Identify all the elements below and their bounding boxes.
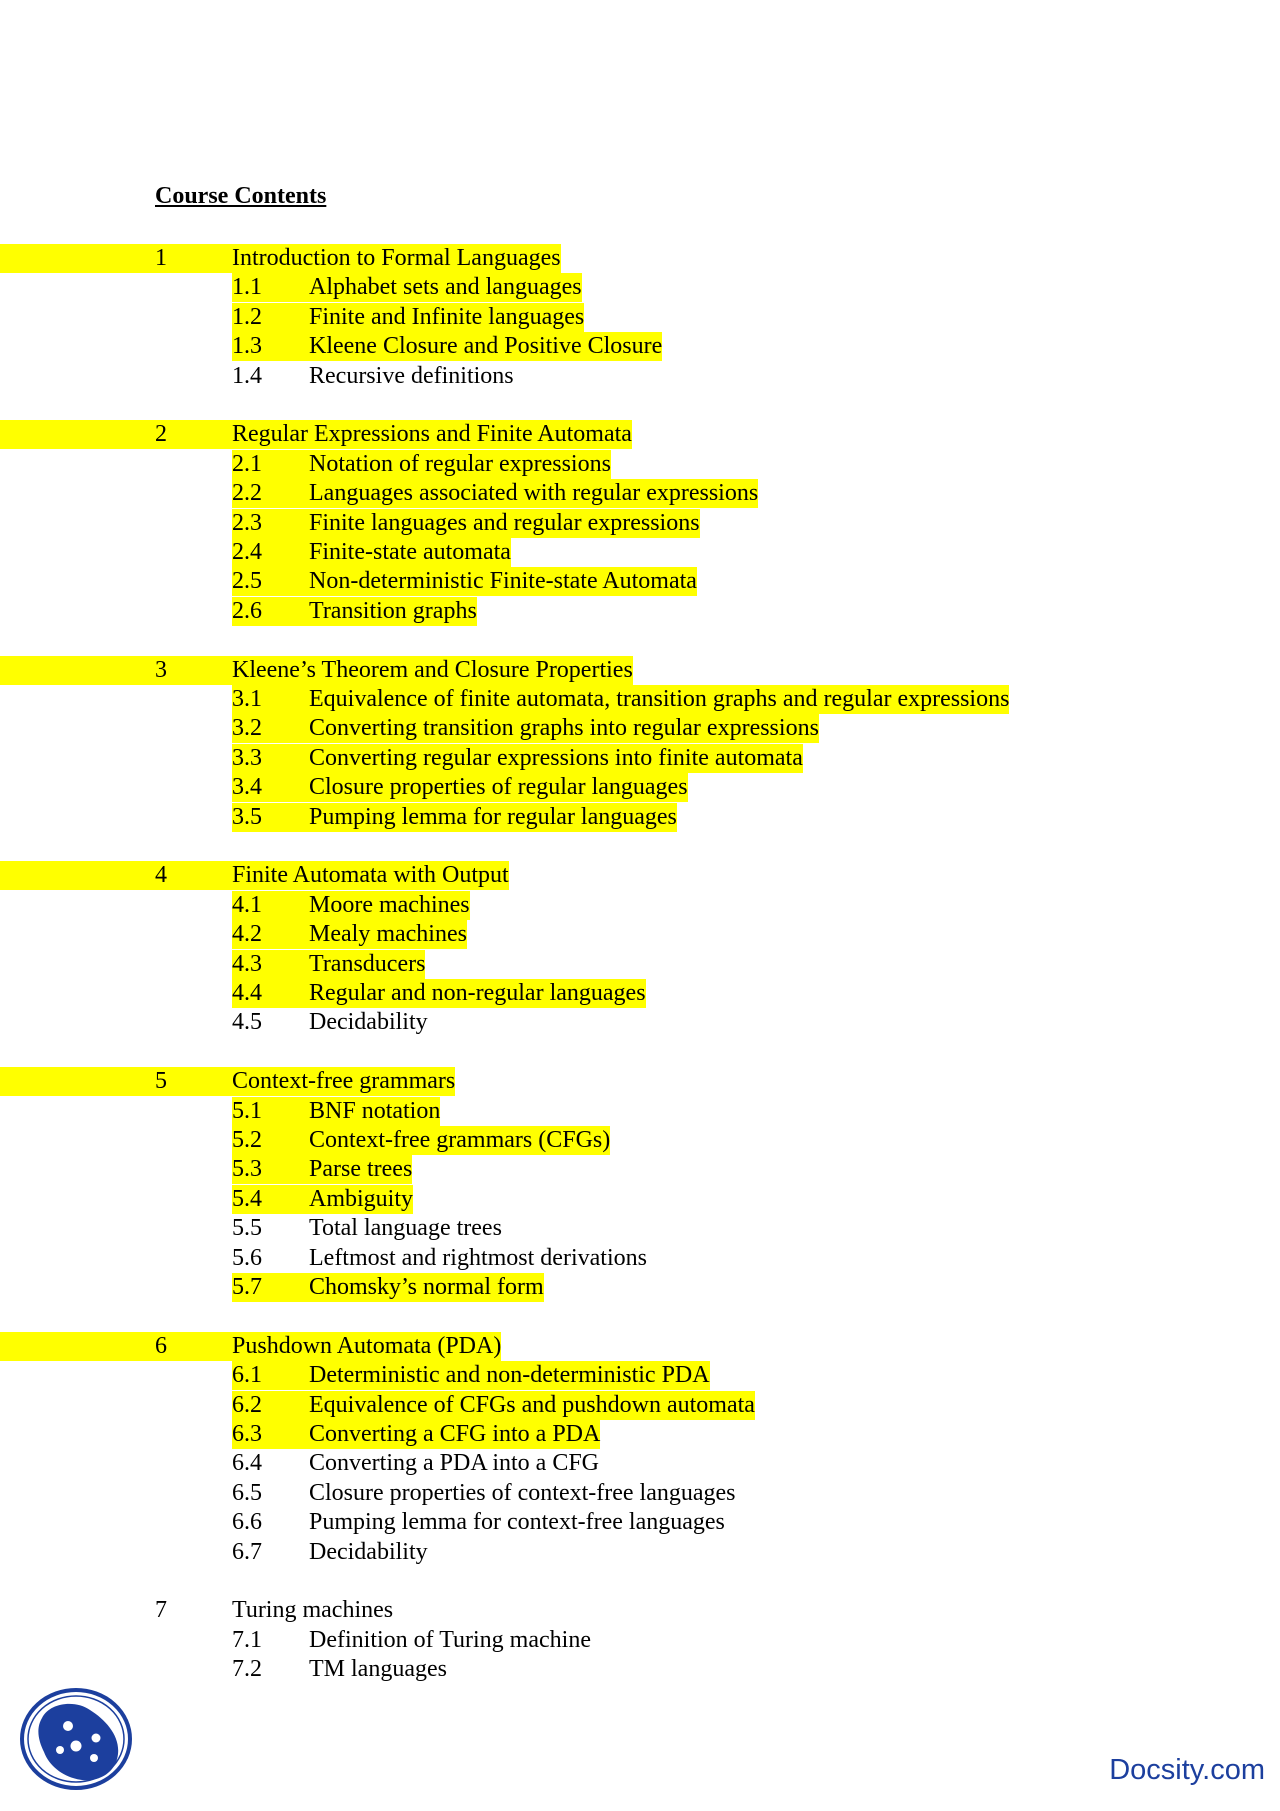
- section-row: [232, 1420, 600, 1449]
- section-highlight: [232, 1420, 600, 1449]
- section-row: [232, 1391, 755, 1420]
- section-row: [232, 891, 470, 920]
- section-row: [232, 1361, 710, 1390]
- section-title: Closure properties of regular languages: [309, 774, 688, 801]
- section-highlight: [232, 1479, 736, 1508]
- chapter-row: [155, 1332, 501, 1361]
- section-row: [232, 773, 688, 802]
- section-title: Parse trees: [309, 1156, 413, 1183]
- section-title: TM languages: [309, 1656, 447, 1683]
- section-highlight: [232, 1449, 599, 1478]
- section-number: 5.5: [232, 1215, 262, 1242]
- section-title: Transducers: [309, 950, 426, 977]
- section-title: BNF notation: [309, 1097, 441, 1124]
- section-title: Transition graphs: [309, 597, 477, 624]
- chapter-title: Regular Expressions and Finite Automata: [232, 421, 632, 448]
- section-number: 6.5: [232, 1479, 262, 1506]
- chapter-number: 6: [155, 1332, 167, 1359]
- section-number: 5.1: [232, 1097, 262, 1124]
- chapter-highlight: [0, 1596, 393, 1625]
- section-row: [232, 538, 511, 567]
- chapter-number: 5: [155, 1068, 167, 1095]
- section-highlight: [232, 538, 511, 567]
- chapter-highlight: [0, 244, 561, 273]
- section-row: [232, 1655, 447, 1684]
- section-number: 6.3: [232, 1421, 262, 1447]
- section-number: 3.3: [232, 744, 262, 771]
- section-title: Total language trees: [309, 1215, 502, 1242]
- chapter-row: [155, 420, 632, 449]
- section-title: Converting regular expressions into finite automata: [309, 744, 803, 771]
- section-row: [232, 1244, 647, 1273]
- section-number: 5.6: [232, 1244, 262, 1271]
- section-number: 3.1: [232, 686, 262, 712]
- section-highlight: [232, 1626, 591, 1655]
- section-title: Languages associated with regular expressions: [309, 480, 759, 507]
- section-number: 2.5: [232, 568, 262, 595]
- section-number: 1.4: [232, 362, 262, 389]
- section-highlight: [232, 1214, 502, 1243]
- section-row: [232, 1626, 591, 1655]
- section-number: 3.5: [232, 803, 262, 830]
- section-highlight: [232, 1008, 428, 1037]
- section-number: 5.3: [232, 1156, 262, 1183]
- section-number: 4.1: [232, 891, 262, 918]
- chapter-title: Introduction to Formal Languages: [232, 245, 561, 271]
- section-title: Alphabet sets and languages: [309, 274, 582, 301]
- section-number: 4.4: [232, 980, 262, 1006]
- section-highlight: [232, 1655, 447, 1684]
- section-number: 2.2: [232, 480, 262, 507]
- section-row: [232, 479, 758, 508]
- chapter-row: [155, 244, 561, 273]
- section-highlight: [232, 685, 1009, 714]
- section-highlight: [232, 1155, 412, 1184]
- section-number: 6.4: [232, 1450, 262, 1477]
- section-number: 2.1: [232, 450, 262, 477]
- section-title: Finite-state automata: [309, 539, 511, 565]
- section-number: 6.7: [232, 1538, 262, 1565]
- section-highlight: [232, 1273, 544, 1302]
- section-title: Context-free grammars (CFGs): [309, 1127, 611, 1153]
- section-title: Moore machines: [309, 891, 470, 918]
- section-highlight: [232, 1185, 413, 1214]
- section-number: 6.2: [232, 1391, 262, 1418]
- docsity-brand-link[interactable]: Docsity.com: [1109, 1754, 1265, 1786]
- section-number: 6.6: [232, 1509, 262, 1536]
- section-row: [232, 1126, 610, 1155]
- page-title: Course Contents: [155, 183, 327, 209]
- section-number: 7.2: [232, 1656, 262, 1683]
- section-title: Converting a PDA into a CFG: [309, 1450, 600, 1477]
- section-title: Equivalence of finite automata, transition graphs and regular expressions: [309, 686, 1010, 712]
- chapter-title: Context-free grammars: [232, 1068, 456, 1095]
- section-row: [232, 950, 425, 979]
- section-row: [232, 1155, 412, 1184]
- section-highlight: [232, 773, 688, 802]
- section-title: Equivalence of CFGs and pushdown automata: [309, 1391, 755, 1418]
- section-highlight: [232, 509, 700, 538]
- section-number: 2.3: [232, 509, 262, 536]
- section-row: [232, 1508, 725, 1537]
- docsity-logo-icon: [20, 1688, 136, 1790]
- chapter-highlight: [0, 1332, 501, 1361]
- section-title: Mealy machines: [309, 921, 467, 948]
- section-title: Leftmost and rightmost derivations: [309, 1244, 647, 1271]
- section-title: Notation of regular expressions: [309, 450, 611, 477]
- chapter-title: Finite Automata with Output: [232, 862, 509, 889]
- section-number: 2.4: [232, 539, 262, 565]
- chapter-row: [155, 1067, 455, 1096]
- section-title: Definition of Turing machine: [309, 1626, 591, 1653]
- section-title: Finite languages and regular expressions: [309, 509, 700, 536]
- section-row: [232, 685, 1009, 714]
- section-highlight: [232, 479, 758, 508]
- section-title: Pumping lemma for regular languages: [309, 803, 677, 830]
- section-row: [232, 1449, 599, 1478]
- section-row: [232, 1008, 428, 1037]
- section-highlight: [232, 450, 611, 479]
- section-title: Regular and non-regular languages: [309, 980, 646, 1006]
- chapter-highlight: [0, 1067, 455, 1096]
- section-title: Decidability: [309, 1009, 428, 1036]
- chapter-number: 1: [155, 245, 167, 271]
- section-title: Pumping lemma for context-free languages: [309, 1509, 725, 1536]
- section-row: [232, 509, 700, 538]
- chapter-highlight: [0, 861, 509, 890]
- section-title: Non-deterministic Finite-state Automata: [309, 568, 697, 595]
- section-highlight: [232, 950, 425, 979]
- chapter-number: 7: [155, 1597, 167, 1624]
- chapter-row: [155, 861, 509, 890]
- section-title: Deterministic and non-deterministic PDA: [309, 1362, 710, 1389]
- section-row: [232, 1214, 502, 1243]
- section-number: 3.4: [232, 774, 262, 801]
- section-highlight: [232, 303, 584, 332]
- section-number: 5.2: [232, 1127, 262, 1153]
- chapter-number: 4: [155, 862, 167, 889]
- section-row: [232, 1185, 413, 1214]
- section-title: Ambiguity: [309, 1185, 414, 1212]
- section-number: 3.2: [232, 715, 262, 742]
- section-row: [232, 714, 819, 743]
- section-highlight: [232, 1126, 610, 1155]
- section-highlight: [232, 1508, 725, 1537]
- section-title: Converting a CFG into a PDA: [309, 1421, 601, 1447]
- section-row: [232, 567, 697, 596]
- chapter-number: 3: [155, 656, 167, 683]
- section-row: [232, 920, 467, 949]
- section-title: Closure properties of context-free languages: [309, 1479, 736, 1506]
- section-row: [232, 362, 514, 391]
- section-title: Converting transition graphs into regular expressions: [309, 715, 819, 742]
- section-highlight: [232, 803, 677, 832]
- chapter-row: [155, 656, 633, 685]
- section-title: Kleene Closure and Positive Closure: [309, 333, 663, 360]
- section-row: [232, 744, 803, 773]
- section-row: [232, 1538, 428, 1567]
- section-highlight: [232, 744, 803, 773]
- section-number: 1.1: [232, 274, 262, 301]
- section-highlight: [232, 567, 697, 596]
- section-number: 5.4: [232, 1185, 262, 1212]
- chapter-number: 2: [155, 421, 167, 448]
- section-number: 7.1: [232, 1626, 262, 1653]
- chapter-title: Turing machines: [232, 1597, 394, 1624]
- section-number: 4.3: [232, 950, 262, 977]
- section-number: 4.2: [232, 921, 262, 948]
- section-row: [232, 597, 477, 626]
- section-title: Recursive definitions: [309, 362, 514, 389]
- chapter-row: [155, 1596, 393, 1625]
- chapter-title: Kleene’s Theorem and Closure Properties: [232, 656, 633, 683]
- section-row: [232, 450, 611, 479]
- section-title: Chomsky’s normal form: [309, 1274, 544, 1300]
- section-highlight: [232, 332, 662, 361]
- section-highlight: [232, 273, 582, 302]
- section-row: [232, 1479, 736, 1508]
- section-number: 2.6: [232, 597, 262, 624]
- section-number: 1.3: [232, 333, 262, 360]
- chapter-highlight: [0, 656, 633, 685]
- section-number: 5.7: [232, 1274, 262, 1300]
- section-row: [232, 303, 584, 332]
- section-highlight: [232, 1097, 440, 1126]
- section-highlight: [232, 920, 467, 949]
- section-row: [232, 273, 582, 302]
- section-title: Decidability: [309, 1538, 428, 1565]
- section-number: 6.1: [232, 1362, 262, 1389]
- section-highlight: [232, 714, 819, 743]
- section-number: 4.5: [232, 1009, 262, 1036]
- section-row: [232, 803, 677, 832]
- section-row: [232, 979, 646, 1008]
- section-highlight: [232, 597, 477, 626]
- chapter-title: Pushdown Automata (PDA): [232, 1332, 502, 1359]
- section-highlight: [232, 1361, 710, 1390]
- section-highlight: [232, 1391, 755, 1420]
- section-title: Finite and Infinite languages: [309, 303, 585, 330]
- section-highlight: [232, 1538, 428, 1567]
- section-highlight: [232, 362, 514, 391]
- section-row: [232, 332, 662, 361]
- section-highlight: [232, 979, 646, 1008]
- section-row: [232, 1097, 440, 1126]
- section-row: [232, 1273, 544, 1302]
- chapter-highlight: [0, 420, 632, 449]
- section-number: 1.2: [232, 303, 262, 330]
- section-highlight: [232, 1244, 647, 1273]
- section-highlight: [232, 891, 470, 920]
